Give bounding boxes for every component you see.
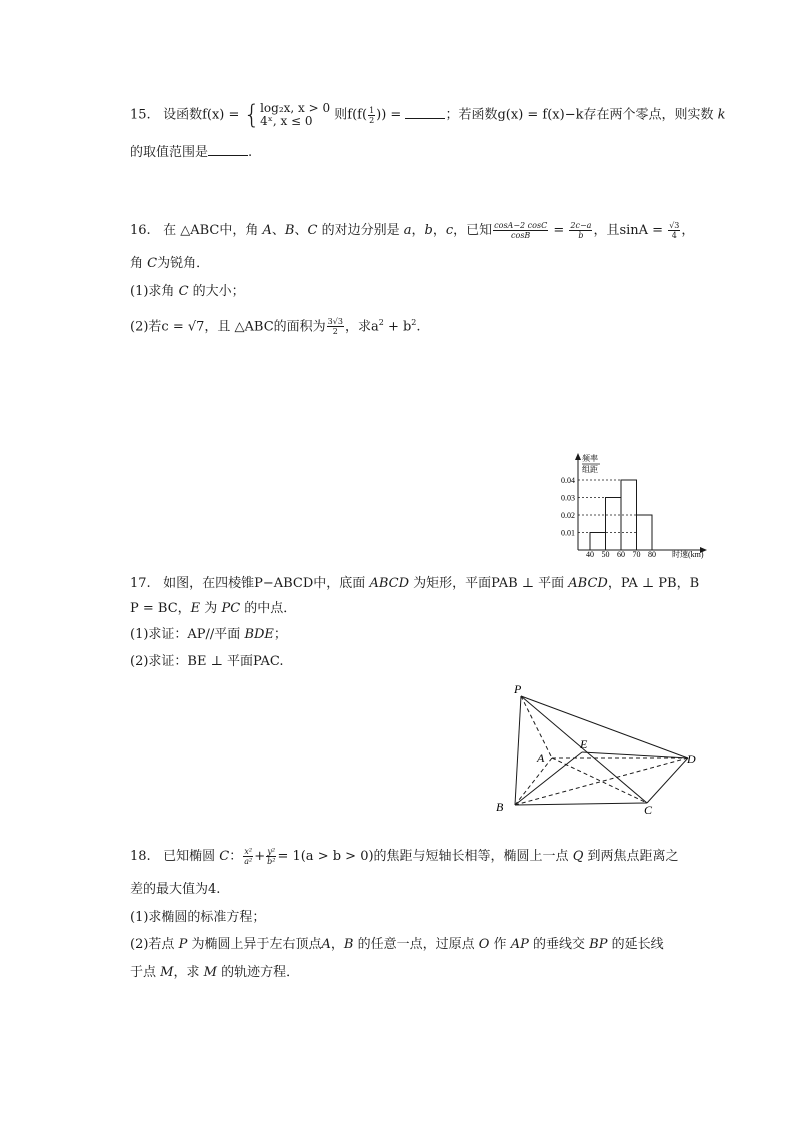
piecewise-definition (244, 102, 331, 128)
q18-p2-AP: AP (510, 937, 529, 952)
q15-lead: 设函数f(x) = (163, 107, 240, 123)
y-tick-label: 0.04 (561, 476, 575, 485)
q16-p2-sup2: 2 (411, 318, 417, 327)
histogram-bar-40-50 (590, 533, 606, 551)
segment-BE (515, 752, 582, 805)
q16-p2-b: ，求a (344, 319, 379, 335)
label-C: C (644, 803, 653, 817)
q16-text-e: ， (681, 223, 695, 238)
q18-p3-b: ，求 (173, 965, 200, 980)
y-axis-arrow-icon (575, 453, 581, 460)
q15-number: 15. (130, 107, 151, 123)
q17-line2-a: P = BC， (130, 601, 191, 616)
q16-comma1: ， (411, 223, 425, 238)
q16-line1 (130, 221, 694, 241)
q16-angle-B: B (284, 223, 295, 238)
q16-side-b: b (424, 223, 433, 238)
q18-p2-c: ， (330, 937, 344, 952)
fraction-area (327, 317, 344, 336)
piecewise-case-2: 4ˣ, x ≤ 0 (260, 114, 313, 128)
q18-Q: Q (572, 849, 584, 864)
q17-ABCD2: ABCD (568, 576, 608, 591)
answer-blank-2[interactable] (208, 144, 248, 156)
fraction-y2-b2 (266, 847, 276, 866)
q18-p2-d: 的任意一点，过原点 (357, 937, 475, 952)
q17-PC: PC (221, 601, 241, 616)
x-tick-label: 60 (617, 550, 625, 559)
fraction-numerator: 1 (369, 105, 375, 115)
q18-p2-P: P (178, 937, 188, 952)
q17-p1-a: (1)求证：AP//平面 (130, 627, 241, 642)
diagonal-BD (515, 758, 688, 805)
y-tick-label: 0.03 (561, 493, 575, 503)
edge-PB (515, 696, 521, 805)
y-tick-label: 0.02 (561, 511, 575, 520)
q18-text-a: 已知椭圆 (163, 849, 216, 864)
q18-p2-A: A (321, 937, 331, 952)
q15-k: k (717, 107, 726, 123)
q16-side-c: c (445, 223, 454, 238)
q18-p2-B: B (343, 937, 354, 952)
q17-E: E (190, 601, 201, 616)
q18-text-d: 到两焦点距离之 (587, 849, 679, 864)
x-tick-label: 70 (632, 550, 641, 559)
q15-line2-text: 的取值范围是 (130, 145, 209, 160)
q16-line2-a: 角 (130, 256, 144, 271)
q16-p1-a: (1)求角 (130, 284, 175, 299)
q17-ABCD1: ABCD (369, 576, 409, 591)
q18-p3-M1: M (160, 965, 174, 980)
histogram-bar-50-60 (606, 498, 622, 551)
q15-rest: ；若函数g(x) = f(x)−k存在两个零点，则实数 (445, 107, 714, 123)
q16-line2-C: C (147, 256, 158, 271)
fraction-denominator: b (578, 231, 584, 240)
fraction-numerator: 2c−a (570, 221, 592, 230)
q18-text-c: = 1(a > b > 0)的焦距与短轴长相等，椭圆上一点 (277, 849, 569, 864)
q17-line1 (130, 574, 699, 594)
q17-text-c: ，PA ⊥ PB，B (607, 576, 700, 591)
q17-line2 (130, 599, 296, 619)
fraction-denominator: 4 (671, 231, 677, 240)
fraction-numerator: y² (267, 847, 276, 856)
q16-p1-b: 的大小； (192, 284, 245, 299)
label-B: B (496, 800, 504, 814)
q18-p3-c: 的轨迹方程． (221, 965, 300, 980)
piecewise-case-1: log₂x, x > 0 (260, 101, 331, 115)
fraction-x2-a2 (243, 847, 253, 866)
fraction-denominator: cosB (511, 231, 531, 240)
fraction-cos-ratio (493, 221, 548, 240)
x-tick-label: 50 (601, 550, 610, 559)
q16-side-a: a (403, 223, 412, 238)
fraction-denominator: a² (244, 857, 253, 866)
q17-part2 (130, 652, 284, 672)
x-tick-label: 40 (586, 550, 594, 559)
q16-part1 (130, 282, 245, 302)
q18-plus: + (254, 849, 266, 864)
fraction-numerator: 3√3 (327, 317, 343, 327)
q17-p2: (2)求证：BE ⊥ 平面PAC. (130, 654, 284, 669)
q16-line2-b: 为锐角． (157, 256, 210, 271)
answer-blank-1[interactable] (405, 107, 445, 119)
diagonal-AC (552, 758, 647, 803)
x-tick-label: 80 (648, 550, 656, 559)
q16-comma2: ， (432, 223, 446, 238)
frequency-histogram (548, 450, 708, 566)
q17-BDE: BDE (244, 627, 274, 642)
q18-p3-M2: M (203, 965, 217, 980)
q18-p2-b: 为椭圆上异于左右顶点 (191, 937, 322, 952)
y-label-top: 频率 (582, 454, 598, 463)
pyramid-figure (490, 680, 710, 820)
fraction-numerator: √3 (669, 221, 680, 230)
q15-after-frac: )) = (376, 107, 402, 123)
q16-p1-C: C (178, 284, 189, 299)
q16-p2-c: + b (383, 319, 412, 335)
q16-equals: = (553, 223, 565, 238)
q16-angle-A: A (262, 223, 272, 238)
q18-p1: (1)求椭圆的标准方程； (130, 910, 266, 925)
label-D: D (687, 752, 696, 766)
q16-text-b: 的对边分别是 (321, 223, 400, 238)
q16-part2 (130, 313, 421, 337)
edge-PD (521, 696, 688, 758)
q16-angle-C: C (307, 223, 318, 238)
q18-p2-e: 作 (493, 937, 507, 952)
label-E: E (580, 737, 588, 751)
q18-C: C (219, 849, 230, 864)
q17-part1 (130, 625, 287, 645)
label-A: A (537, 751, 545, 765)
q18-p2-O: O (478, 937, 490, 952)
q18-line1 (130, 847, 679, 867)
q18-part3 (130, 963, 299, 983)
segment-ED (582, 752, 688, 758)
q15-line2-end: . (248, 145, 253, 160)
q17-text-a: 如图，在四棱锥P−ABCD中，底面 (163, 576, 366, 591)
q18-text-b: ： (229, 849, 243, 864)
fraction-denominator: 2 (332, 327, 338, 337)
label-P: P (514, 682, 522, 696)
q15-line1 (130, 102, 726, 128)
left-brace-icon: { (243, 100, 261, 130)
q17-text-b: 为矩形，平面PAB ⊥ 平面 (413, 576, 565, 591)
x-axis-label: 时速(km) (672, 550, 704, 559)
edge-AB (515, 758, 552, 805)
q18-p2-a: (2)若点 (130, 937, 175, 952)
q17-line2-c: 的中点． (244, 601, 297, 616)
edge-CD (647, 758, 688, 803)
q16-text-d: ，且sinA = (593, 223, 664, 238)
fraction-numerator: cosA−2 cosC (494, 221, 548, 230)
y-tick-label: 0.01 (561, 528, 575, 538)
q16-p2-a: (2)若c = √7，且 △ABC的面积为 (130, 319, 326, 335)
q16-number: 16. (130, 223, 151, 238)
q16-line2 (130, 254, 209, 274)
histogram-bar-70-80 (637, 515, 653, 550)
fraction-numerator: x² (244, 847, 253, 856)
fraction-denominator: 2 (369, 115, 375, 125)
q16-sep2: 、 (294, 223, 308, 238)
q16-p2-sup1: 2 (378, 318, 384, 327)
q18-part1 (130, 908, 265, 928)
fraction-side-ratio (569, 221, 592, 240)
q18-p2-f: 的垂线交 (532, 937, 585, 952)
q18-p2-g: 的延长线 (611, 937, 664, 952)
fraction-one-half (368, 106, 375, 125)
edge-BC (515, 803, 647, 805)
q17-p1-b: ； (273, 627, 287, 642)
q16-text-c: ，已知 (453, 223, 493, 238)
fraction-sinA (668, 221, 680, 240)
q15-line2 (130, 143, 252, 163)
q18-number: 18. (130, 849, 151, 864)
q17-number: 17. (130, 576, 151, 591)
q18-p2-BP: BP (589, 937, 608, 952)
q16-sep1: 、 (271, 223, 285, 238)
q18-line2 (130, 880, 220, 900)
fraction-denominator: b² (267, 857, 276, 866)
q18-line2: 差的最大值为4. (130, 882, 221, 897)
q16-text-a: 在 △ABC中，角 (163, 223, 259, 238)
q16-p2-d: . (416, 319, 421, 335)
q15-then: 则f(f( (334, 107, 368, 123)
q18-part2 (130, 935, 664, 955)
q17-line2-b: 为 (204, 601, 218, 616)
y-label-bottom: 组距 (582, 465, 598, 474)
q18-p3-a: 于点 (130, 965, 157, 980)
